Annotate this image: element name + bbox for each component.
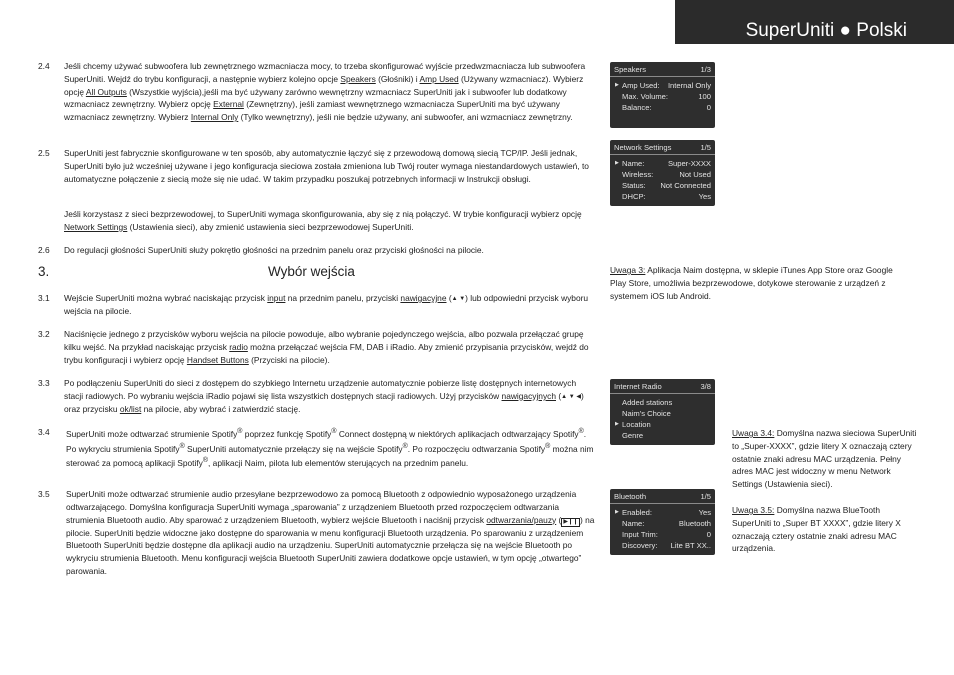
text: Jeśli korzystasz z sieci bezprzewodowej, to SuperUniti wymaga skonfigurowania, aby się z nią połączyć. W trybie konfiguracji wybierz opcję bbox=[64, 209, 582, 219]
para-3-5-number: 3.5 bbox=[38, 489, 50, 499]
row-value: Not Used bbox=[679, 170, 711, 179]
row-label: ▶ Amp Used: bbox=[622, 81, 660, 90]
row-value: Super-XXXX bbox=[667, 159, 711, 168]
text: Connect dostępną w niektórych aplikacjach odtwarzający Spotify bbox=[336, 428, 579, 439]
registered-mark: ® bbox=[578, 428, 584, 435]
text: ( bbox=[446, 293, 452, 303]
screen-row bbox=[610, 540, 715, 551]
text: na pilocie, aby wybrać i zatwierdzić stację. bbox=[141, 403, 301, 414]
screen-page: 1/5 bbox=[700, 143, 711, 152]
note-label: Uwaga 3.5: bbox=[732, 505, 775, 515]
screen-row bbox=[610, 408, 715, 419]
text: Wejście SuperUniti można wybrać naciskając przycisk bbox=[64, 293, 268, 303]
registered-mark: ® bbox=[402, 442, 408, 450]
link-speakers: Speakers bbox=[340, 73, 376, 84]
text: ( bbox=[556, 514, 562, 525]
row-label: Name: bbox=[622, 519, 645, 528]
screen-row bbox=[610, 518, 715, 529]
row-label: ▶ Name: bbox=[622, 159, 645, 168]
link-internal-only: Internal Only bbox=[190, 112, 239, 123]
registered-mark: ® bbox=[237, 428, 243, 435]
screen-row bbox=[610, 158, 715, 169]
para-3-1-number: 3.1 bbox=[38, 293, 50, 303]
registered-mark: ® bbox=[202, 457, 209, 465]
note-3 bbox=[610, 264, 900, 302]
screen-header bbox=[610, 489, 715, 504]
screen-page: 1/5 bbox=[700, 492, 711, 501]
text: (Wszystkie wyjścia),jeśli ma być używany zarówno wewnętrzny wzmacniacz SuperUniti jak i subwoofer lub dodatkowy wzmacniacz zewnętrzny. Wybierz opcję bbox=[64, 86, 567, 110]
link-external: External bbox=[213, 99, 244, 110]
screen-row bbox=[610, 169, 715, 180]
para-3-1 bbox=[64, 292, 596, 318]
row-label: Status: bbox=[622, 181, 646, 190]
para-3-3-number: 3.3 bbox=[38, 378, 50, 388]
registered-mark: ® bbox=[331, 428, 337, 435]
para-2-5: SuperUniti jest fabrycznie skonfigurowane w ten sposób, aby automatycznie łączyć się z przewodową domową siecią TCP/IP. Jeśli jednak, SuperUniti było już wcześniej używane i jego konfiguracja sieciowa została zmieniona lub Twój router wymaga niestandardowych ustawień, to automatyczne połączenie z siecią może się nie udać. W takim przypadku poszukaj potrzebnych informacji w Instrukcji obsługi. bbox=[64, 148, 589, 184]
note-3-5 bbox=[732, 504, 914, 555]
text: SuperUniti może odtwarzać strumienie audio przesyłane bezprzewodowo za pomocą Bluetooth z odpowiednio wyposażonego urządzenia odtwarzającego. Domyślna konfiguracja SuperUniti wymaga „sparowania” z urządzeniem Bluetooth przed rozpoczęciem odtwarzania strumienia Bluetooth audio. Aby sparować z urządzeniem Bluetooth, wybierz wejście Bluetooth i naciśnij przycisk bbox=[66, 489, 577, 525]
row-label: Wireless: bbox=[622, 170, 654, 179]
row-label: ▶ Location bbox=[622, 420, 651, 429]
text: , aplikacji Naim, pilota lub elementów sterujących na przednim panelu. bbox=[208, 457, 469, 468]
para-2-5b bbox=[64, 208, 596, 234]
row-label: Genre bbox=[622, 431, 644, 440]
header-bar bbox=[675, 0, 954, 44]
row-value: 0 bbox=[706, 530, 711, 539]
para-3-2-number: 3.2 bbox=[38, 329, 50, 339]
link-input: input bbox=[267, 293, 286, 303]
text: ) oraz przycisku bbox=[64, 390, 584, 414]
row-value: Bluetooth bbox=[678, 519, 711, 528]
screen-speakers bbox=[610, 62, 715, 128]
row-label: Naim’s Choice bbox=[622, 409, 671, 418]
registered-mark: ® bbox=[545, 442, 551, 450]
text: Po podłączeniu SuperUniti do sieci z dostępem do szybkiego Internetu urządzenie automatycznie pobierze listę dostępnych internetowych stacji radiowych. Po wybraniu wejścia iRadio pojawi się lista wszystkich dostępnych stacji radiowych. Użyj przycisków bbox=[64, 378, 577, 401]
note-text: Aplikacja Naim dostępna, w sklepie iTunes App Store oraz Google Play Store, umożliwia bezprzewodowe, dotykowe sterowanie z urządzeń z systemem iOS lub Android. bbox=[610, 265, 893, 301]
text: ) lub odpowiedni przycisk wyboru wejścia na pilocie. bbox=[64, 293, 589, 316]
row-value: 0 bbox=[706, 103, 711, 112]
link-network-settings: Network Settings bbox=[64, 221, 128, 232]
link-nawigacyjnych: nawigacyjnych bbox=[501, 390, 556, 401]
text: na przednim panelu, przyciski bbox=[285, 293, 401, 303]
screen-row bbox=[610, 397, 715, 408]
link-amp-used: Amp Used bbox=[419, 73, 459, 84]
screen-page: 3/8 bbox=[700, 382, 711, 391]
row-value: Lite BT XX.. bbox=[670, 541, 711, 550]
row-label: Discovery: bbox=[622, 541, 658, 550]
screen-row bbox=[610, 529, 715, 540]
link-handset-buttons: Handset Buttons bbox=[186, 354, 249, 365]
text: (Głośniki) i bbox=[375, 73, 420, 84]
para-2-6-number: 2.6 bbox=[38, 245, 50, 255]
registered-mark: ® bbox=[179, 442, 185, 450]
text: poprzez funkcję Spotify bbox=[242, 428, 332, 439]
text: SuperUniti może odtwarzać strumienie Spotify bbox=[66, 428, 238, 439]
row-label: Input Trim: bbox=[622, 530, 658, 539]
screen-row bbox=[610, 191, 715, 202]
note-text: Domyślna nazwa sieciowa SuperUniti to „Super-XXXX”, gdzie litery X oznaczają cztery ostatnie znaki adresu MAC urządzenia. Pełny adres MAC jest widoczny w menu Network Settings (Ustawienia sieci). bbox=[732, 428, 917, 490]
link-radio: radio bbox=[229, 341, 248, 352]
row-label: Balance: bbox=[622, 103, 652, 112]
row-value: Yes bbox=[698, 192, 711, 201]
para-3-3 bbox=[64, 377, 596, 415]
section-number: 3. bbox=[38, 264, 50, 279]
screen-row bbox=[610, 80, 715, 91]
text: (Ustawienia sieci), aby zmienić ustawienia sieci bezprzewodowej SuperUniti. bbox=[127, 221, 414, 232]
row-label: ▶ Enabled: bbox=[622, 508, 652, 517]
para-2-6: Do regulacji głośności SuperUniti służy pokrętło głośności na przednim panelu oraz przyciski głośności na pilocie. bbox=[64, 245, 484, 255]
text: (Tylko wewnętrzny), jeśli nie będzie używany, ani subwoofer, ani wzmacniacz zewnętrzny. bbox=[238, 112, 573, 123]
screen-header bbox=[610, 62, 715, 77]
text: ) na pilocie. SuperUniti będzie widoczne jako dostępne do sparowania w menu konfiguracji Bluetooth urządzenia. Po sparowaniu z urządzeniem Bluetooth SuperUniti będzie dostępne dla aplikacji audio na urządzeniu. SuperUniti automatycznie przełącza się na wejście Bluetooth po wykryciu strumienia Bluetooth. Menu konfiguracji wejścia Bluetooth SuperUniti zawiera dodatkowe opcje ustawień, w tym opcję „otwartego” parowania. bbox=[66, 514, 595, 576]
navigation-arrows-icon: ▲ ▼ ◀ bbox=[561, 393, 581, 400]
link-ok-list: ok/list bbox=[119, 403, 142, 414]
para-2-4-number: 2.4 bbox=[38, 61, 50, 71]
row-value: 100 bbox=[698, 92, 711, 101]
para-3-4-number: 3.4 bbox=[38, 427, 50, 437]
screen-row bbox=[610, 91, 715, 102]
text: . Po wykryciu strumienia Spotify bbox=[66, 428, 587, 454]
para-2-5-number: 2.5 bbox=[38, 148, 50, 158]
row-label: DHCP: bbox=[622, 192, 646, 201]
text: . Po rozpoczęciu odtwarzania Spotify bbox=[407, 443, 546, 454]
para-3-5 bbox=[66, 488, 596, 578]
screen-row bbox=[610, 507, 715, 518]
screen-bluetooth bbox=[610, 489, 715, 555]
row-value: Yes bbox=[698, 508, 711, 517]
note-text: Domyślna nazwa BlueTooth SuperUniti to „Super BT XXXX”, gdzie litery X oznaczają cztery ostatnie znaki adresu MAC urządzenia. bbox=[732, 505, 901, 554]
screen-title: Network Settings bbox=[614, 143, 672, 152]
play-pause-icon: ▶❙❙ bbox=[563, 518, 578, 525]
section-title: Wybór wejścia bbox=[268, 264, 355, 279]
text: (Używany wzmacniacz). Wybierz opcję bbox=[64, 73, 584, 97]
screen-header bbox=[610, 379, 715, 394]
screen-row bbox=[610, 419, 715, 430]
screen-row bbox=[610, 430, 715, 441]
row-label: Added stations bbox=[622, 398, 673, 407]
screen-page: 1/3 bbox=[700, 65, 711, 74]
para-2-4 bbox=[64, 60, 596, 124]
link-nawigacyjne: nawigacyjne bbox=[400, 293, 447, 303]
link-play-pause: odtwarzania/pauzy bbox=[486, 514, 557, 525]
note-label: Uwaga 3: bbox=[610, 265, 646, 275]
screen-title: Bluetooth bbox=[614, 492, 647, 501]
link-all-outputs: All Outputs bbox=[85, 86, 127, 97]
row-label: Max. Volume: bbox=[622, 92, 669, 101]
screen-title: Internet Radio bbox=[614, 382, 662, 391]
page-title: SuperUniti ● Polski bbox=[745, 20, 907, 41]
text: Naciśnięcie jednego z przycisków wyboru wejścia na pilocie powoduje, albo wybranie pojedynczego wejścia, albo pozwala przełączać grupę kilku wejść. Na przykład naciskając przycisk bbox=[64, 329, 584, 352]
screen-header bbox=[610, 140, 715, 155]
para-3-2 bbox=[64, 328, 596, 366]
screen-row bbox=[610, 102, 715, 113]
text: Jeśli chcemy używać subwoofera lub zewnętrznego wzmacniacza mocy, to trzeba skonfigurować wyjście przedwzmacniacza lub subwoofera SuperUniti. Wejdź do trybu konfiguracji, a następnie wybierz kolejno opcje bbox=[64, 61, 586, 84]
screen-internet-radio bbox=[610, 379, 715, 445]
text: można przełączać wejścia FM, DAB i iRadio. Aby zmienić przypisania przycisków, wejdź do trybu konfiguracji i wybierz opcję bbox=[64, 341, 589, 365]
screen-network-settings bbox=[610, 140, 715, 206]
text: można nim sterować za pomocą aplikacji Spotify bbox=[66, 443, 594, 468]
para-3-4 bbox=[66, 426, 596, 470]
text: ( bbox=[556, 390, 562, 401]
screen-title: Speakers bbox=[614, 65, 647, 74]
text: (Przyciski na pilocie). bbox=[248, 354, 330, 365]
text: SuperUniti automatycznie przełączy się na wejście Spotify bbox=[184, 443, 403, 454]
row-value: Internal Only bbox=[667, 81, 711, 90]
up-down-arrows-icon: ▲ ▼ bbox=[451, 296, 466, 302]
screen-row bbox=[610, 180, 715, 191]
note-label: Uwaga 3.4: bbox=[732, 428, 775, 438]
text: (Zewnętrzny), jeśli zamiast wewnętrznego wzmacniacza SuperUniti ma być używany wzmacniacz zewnętrzny. Wybierz bbox=[64, 99, 560, 123]
note-3-4 bbox=[732, 427, 920, 491]
row-value: Not Connected bbox=[660, 181, 711, 190]
